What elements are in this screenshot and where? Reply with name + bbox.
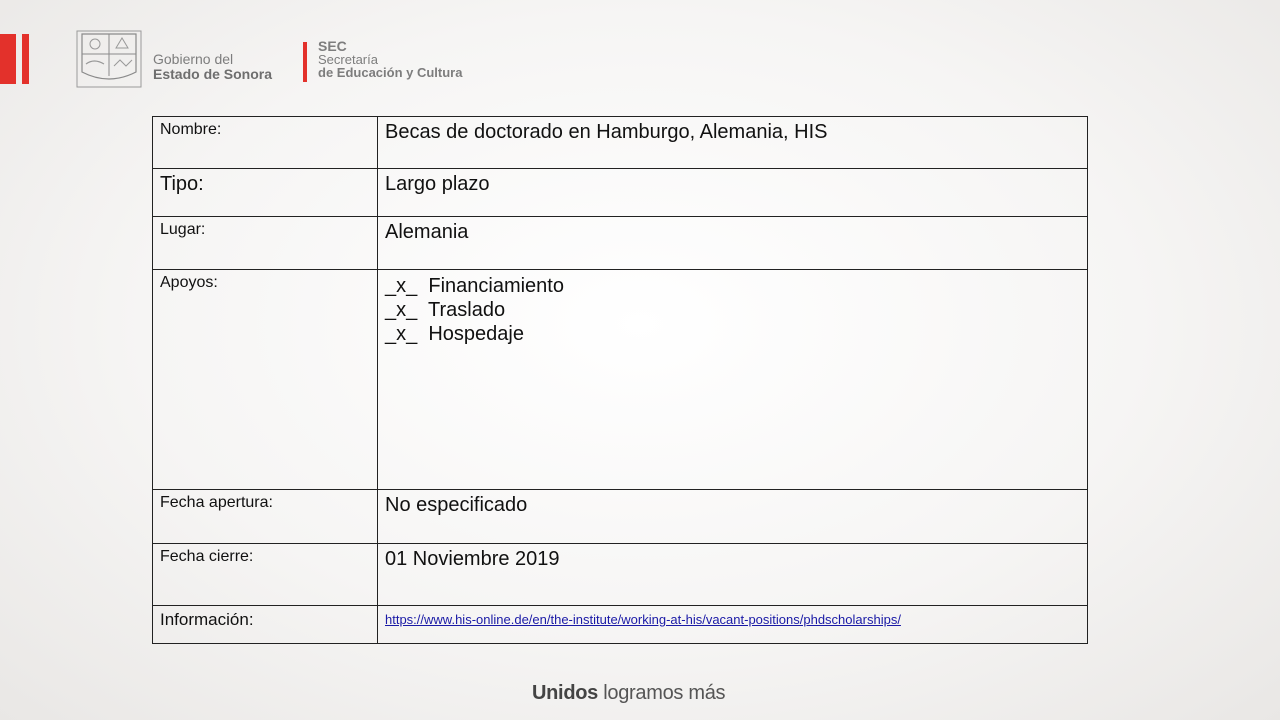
apoyo-financiamiento: _x_ Financiamiento [385, 275, 564, 297]
table-row-nombre [153, 117, 1088, 169]
lugar-label: Lugar: [153, 217, 378, 270]
state-seal-logo [76, 30, 142, 88]
informacion-label: Información: [153, 606, 378, 644]
table-row-informacion [153, 606, 1088, 644]
government-line1: Gobierno del [153, 51, 234, 67]
sec-line2: Secretaría [318, 52, 378, 67]
footer-slogan-bold: Unidos [532, 682, 598, 704]
footer-slogan-rest: logramos más [603, 682, 726, 704]
tipo-value: Largo plazo [378, 169, 1088, 217]
sec-divider [303, 42, 307, 82]
sec-name [318, 40, 462, 79]
sec-short: SEC [318, 38, 347, 54]
footer-slogan [532, 682, 725, 705]
cierre-value: 01 Noviembre 2019 [378, 544, 1088, 606]
sec-line3: de Educación y Cultura [318, 65, 463, 80]
apoyo-traslado: _x_ Traslado [385, 299, 506, 321]
red-accent-bar-thin [22, 34, 29, 84]
cierre-label: Fecha cierre: [153, 544, 378, 606]
informacion-value [378, 606, 1088, 644]
table-row-lugar [153, 217, 1088, 270]
table-row-apertura [153, 490, 1088, 544]
informacion-link[interactable]: https://www.his-online.de/en/the-institute/working-at-his/vacant-positions/phdscholarships/ [385, 612, 901, 627]
table-row-tipo [153, 169, 1088, 217]
nombre-label: Nombre: [153, 117, 378, 169]
table-row-apoyos [153, 270, 1088, 490]
apoyo-hospedaje: _x_ Hospedaje [385, 323, 524, 345]
apertura-label: Fecha apertura: [153, 490, 378, 544]
table-row-cierre [153, 544, 1088, 606]
apoyos-list [378, 270, 1088, 490]
apoyos-label: Apoyos: [153, 270, 378, 490]
apertura-value: No especificado [378, 490, 1088, 544]
lugar-value: Alemania [378, 217, 1088, 270]
tipo-label: Tipo: [153, 169, 378, 217]
government-name [153, 52, 272, 82]
red-accent-bar [0, 34, 16, 84]
scholarship-info-table [152, 116, 1088, 644]
government-line2: Estado de Sonora [153, 66, 273, 82]
nombre-value: Becas de doctorado en Hamburgo, Alemania, HIS [378, 117, 1088, 169]
